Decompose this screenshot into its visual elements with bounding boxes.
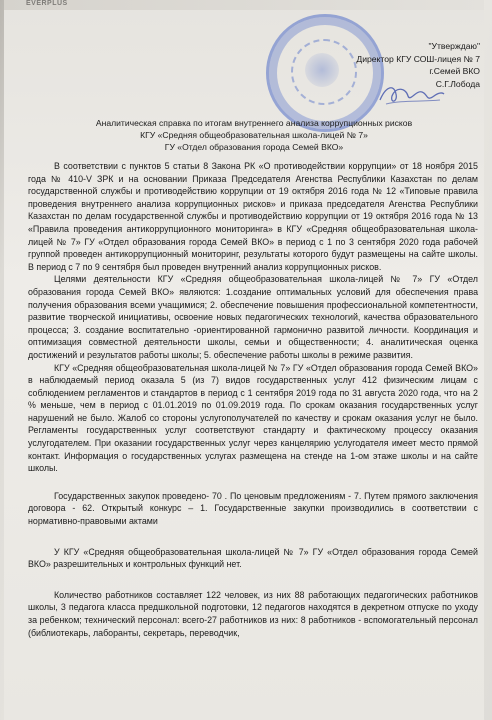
corner-mark: EVERPLUS: [26, 0, 68, 7]
paragraph-legal-basis: В соответствии с пунктов 5 статьи 8 Закона РК «О противодействии коррупции» от 18 ноября 2015 года № 410-V ЗРК и на основании Приказа Председателя Агенства Республики Казахстан по делам государственной службы и противодействию коррупции от 19 октября 2016 года № 12 «Типовые правила проведения внутреннего анализа коррупционных рисков» и приказа председателя Агенства Республики Казахстан по делам государственной службы и противодействию коррупции от 19 октября 2016 года № 13 «Правила проведения антикоррупционного мониторинга» в КГУ «Средняя общеобразовательная школа-лицей № 7» ГУ «Отдел образования города Семей ВКО» в период с 1 по 3 сентября 2020 года рабочей группой проведен антикоррупционный мониторинг, результаты которого будут размещены на сайте школы. В период с 7 по 9 сентября был проведен внутренний анализ коррупционных рисков.: [28, 161, 478, 272]
paragraph-staff: Количество работников составляет 122 человек, из них 88 работающих педагогических работников школы, 3 педагога класса предшкольной подготовки, 12 педагогов находятся в декретном отпуске по уходу за ребенком; технический персонал: всего-27 работников из них: 8 работников - вспомогательный персонал (библиотекарь, лаборанты, секретарь, переводчик,: [28, 589, 478, 638]
approval-heading: "Утверждаю": [428, 41, 480, 51]
paragraph-goals: Целями деятельности КГУ «Средняя общеобразовательная школа-лицей № 7» ГУ «Отдел образования города Семей ВКО» являются: 1.создание оптимальных условий для обеспечения права получения образования всеми учащимися; 2. обеспечение повышения профессиональной компетентности, развитие творческой инициативы, освоение новых педагогических технологий, качества образовательного процесса; 3. создание воспитательно -ориентированной гармонично развитой личности. Координация и оптимизация совместной деятельности школы, семьи и общественности; 4. аналитическая оценка достижений и результатов работы школы; 5. обеспечение работы школы в режиме развития.: [28, 274, 478, 360]
document-page: [4, 0, 484, 720]
title-line-1: Аналитическая справка по итогам внутреннего анализа коррупционных рисков: [95, 118, 413, 128]
paragraph-public-services: КГУ «Средняя общеобразовательная школа-лицей № 7» ГУ «Отдел образования города Семей ВКО» в наблюдаемый период оказала 5 (из 7) видов государственных услуг 412 физическим лицам с соблюдением регламентов и стандартов в период с 1 сентября 2019 года по 31 августа 2020 года, что на 2 % меньше, чем в период с 01.01.2019 по 01.09.2019 года. По срокам оказания государственных услуг нарушений не было. Жалоб со стороны услугополучателей по качеству и срокам оказания услуг не было. Регламенты государственных услуг соответствуют стандарту и фактическому процессу оказания услугодателем. При оказании государственных услуг через канцелярию услугодателя имеет место прямой контакт. Информация о государственных услугах размещена на стенде на 1-ом этаже школы и на сайте школы.: [28, 362, 478, 474]
approval-city: г.Семей ВКО: [429, 66, 480, 76]
approval-name: С.Г.Лобода: [435, 78, 480, 89]
paragraph-functions: У КГУ «Средняя общеобразовательная школа-лицей № 7» ГУ «Отдел образования города Семей ВКО» разрешительных и контрольных функций нет.: [28, 546, 478, 570]
title-line-2: КГУ «Средняя общеобразовательная школа-лицей № 7»: [140, 130, 368, 140]
approval-position: Директор КГУ СОШ-лицея № 7: [356, 53, 480, 64]
page-top-edge: [4, 0, 484, 10]
document-body: [28, 160, 478, 639]
director-signature: [376, 80, 446, 110]
document-title: [34, 117, 474, 153]
paragraph-procurement: Государственных закупок проведено- 70 . По ценовым предложениям - 7. Путем прямого заключения договора - 62. Открытый конкурс – 1. Государственные закупки производились в соответствии с нормативно-правовыми актами: [28, 490, 478, 527]
title-line-3: ГУ «Отдел образования города Семей ВКО»: [164, 142, 344, 152]
